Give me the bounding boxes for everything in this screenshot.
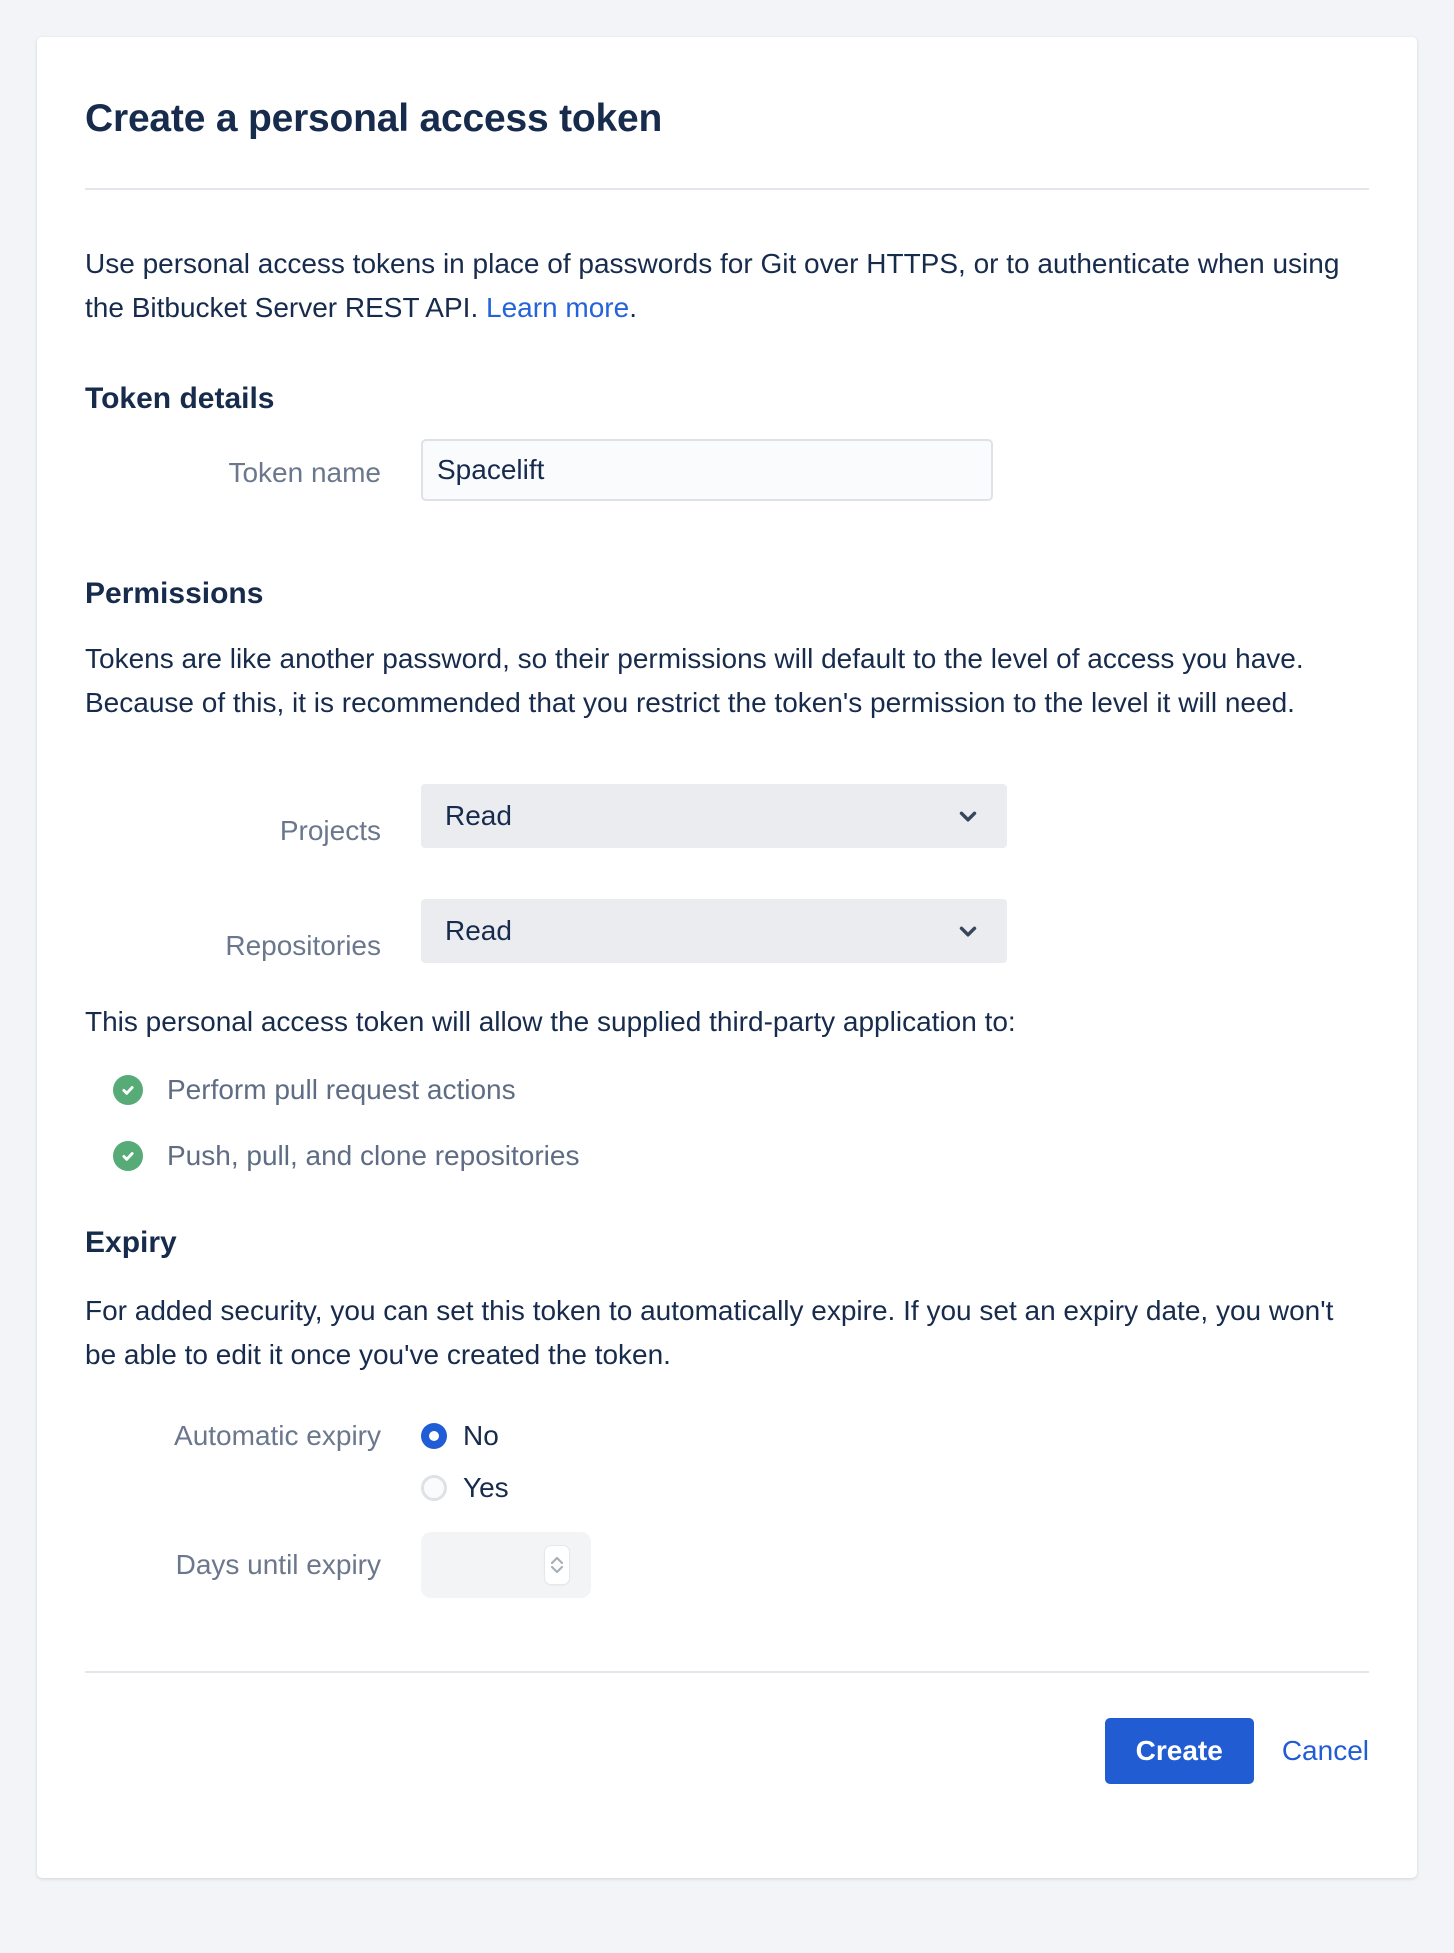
footer-divider [85, 1671, 1369, 1673]
token-name-label: Token name [228, 457, 381, 488]
radio-unselected-icon[interactable] [421, 1475, 447, 1501]
radio-no-label: No [463, 1420, 499, 1451]
days-until-expiry-input[interactable] [421, 1532, 591, 1598]
intro-text-after: . [629, 292, 637, 323]
automatic-expiry-row [85, 1419, 1369, 1505]
allowed-action-item [113, 1138, 1369, 1174]
projects-row [85, 784, 1369, 848]
radio-selected-icon[interactable] [421, 1423, 447, 1449]
projects-select-value: Read [445, 800, 512, 831]
token-details-heading: Token details [85, 382, 275, 415]
automatic-expiry-radio-group [421, 1419, 509, 1505]
create-token-card [37, 37, 1417, 1878]
check-circle-icon [113, 1141, 143, 1171]
projects-label: Projects [279, 815, 381, 846]
allowed-actions-list [85, 1072, 1369, 1174]
expiry-heading: Expiry [85, 1226, 177, 1259]
chevron-down-icon [955, 918, 981, 944]
repositories-select-value: Read [445, 915, 512, 946]
radio-yes-label: Yes [463, 1472, 509, 1503]
repositories-label: Repositories [225, 930, 381, 961]
automatic-expiry-yes-option[interactable] [421, 1471, 509, 1505]
allowed-action-item [113, 1072, 1369, 1108]
allow-intro-text: This personal access token will allow the supplied third-party application to: [85, 1006, 1016, 1037]
days-until-expiry-row [85, 1532, 1369, 1598]
projects-select[interactable] [421, 784, 1007, 848]
learn-more-link[interactable]: Learn more [486, 292, 630, 323]
automatic-expiry-label: Automatic expiry [174, 1420, 381, 1451]
footer-actions [85, 1718, 1369, 1784]
check-circle-icon [113, 1075, 143, 1105]
allowed-action-label: Push, pull, and clone repositories [167, 1140, 580, 1171]
repositories-select[interactable] [421, 899, 1007, 963]
intro-paragraph [85, 242, 1369, 330]
token-name-row [85, 439, 1369, 501]
intro-text-before: Use personal access tokens in place of passwords for Git over HTTPS, or to authenticate when using the Bitbucket Server REST API. [85, 248, 1340, 323]
days-until-expiry-label: Days until expiry [175, 1549, 381, 1580]
page-title: Create a personal access token [85, 97, 663, 140]
stepper-up-icon[interactable] [550, 1556, 564, 1565]
expiry-description: For added security, you can set this token to automatically expire. If you set an expiry date, you won't be able to edit it once you've created the token. [85, 1295, 1334, 1370]
permissions-description: Tokens are like another password, so their permissions will default to the level of access you have. Because of this, it is recommended that you restrict the token's permission to the level it will need. [85, 643, 1304, 718]
repositories-row [85, 899, 1369, 963]
cancel-link[interactable]: Cancel [1281, 1735, 1369, 1766]
allowed-action-label: Perform pull request actions [167, 1074, 516, 1105]
chevron-down-icon [955, 803, 981, 829]
header-divider [85, 188, 1369, 190]
permissions-heading: Permissions [85, 577, 264, 610]
stepper-down-icon[interactable] [550, 1565, 564, 1574]
create-button[interactable]: Create [1105, 1718, 1254, 1784]
number-stepper[interactable] [545, 1546, 569, 1584]
token-name-input[interactable] [421, 439, 993, 501]
automatic-expiry-no-option[interactable] [421, 1419, 509, 1453]
